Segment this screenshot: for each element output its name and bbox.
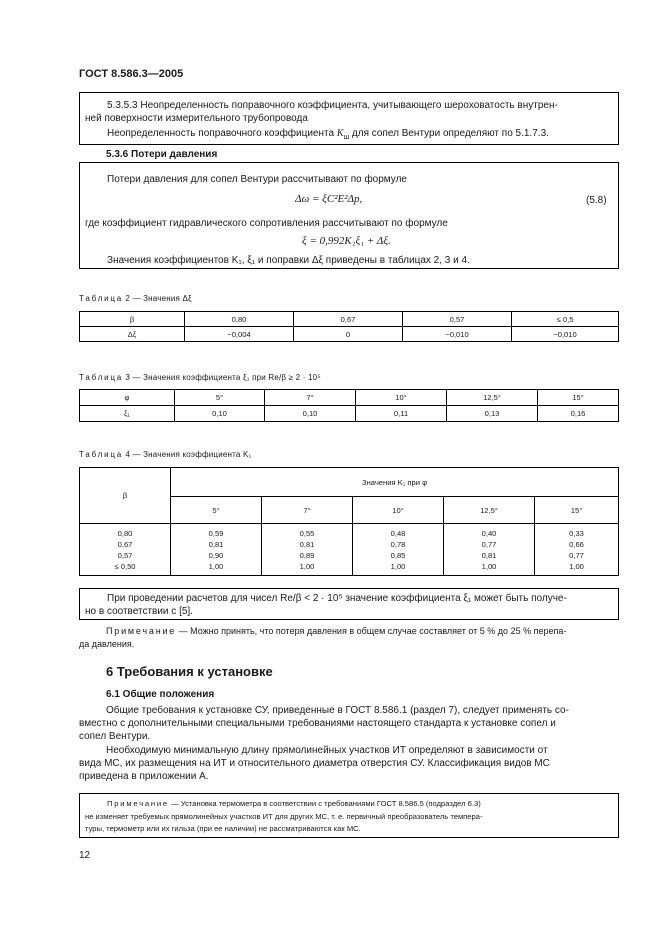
table2-cell: 0,57 — [403, 312, 512, 327]
s536-where: где коэффициент гидравлического сопротивления рассчитывают по формуле — [85, 218, 448, 229]
table3-cell: 7° — [265, 390, 356, 406]
table4-header-row — [80, 468, 619, 497]
table4-beta-header: β — [80, 468, 171, 524]
calc-note-line2: но в соответствии с [5]. — [85, 606, 193, 617]
note2-line2: не изменяет требуемых прямолинейных участков ИТ для других МС, т. е. первичный преобразователь темпера- — [85, 812, 483, 821]
table2-cell: −0,004 — [185, 327, 294, 342]
table3-cell: 0,10 — [175, 406, 265, 422]
table2-cell: 0,67 — [294, 312, 403, 327]
note2-box — [79, 793, 619, 838]
table4-caption: Таблица 4 — Значения коэффициента K₁ — [79, 450, 252, 459]
table2-cell: ≤ 0,5 — [512, 312, 619, 327]
table4-angle: 10° — [353, 497, 444, 524]
table3-cell: ξ₁ — [80, 406, 175, 422]
calc-note-line1: При проведении расчетов для чисел Re/β < 2 · 10⁵ значение коэффициента ξ₁ может быть получе- — [107, 593, 567, 604]
s61-p1-line3: сопел Вентури. — [79, 731, 151, 742]
table2-cell: −0,010 — [403, 327, 512, 342]
section-5-3-6-box — [79, 162, 619, 269]
s536-values-text: Значения коэффициентов K₁, ξ₁ и поправки Δξ приведены в таблицах 2, 3 и 4. — [107, 255, 470, 266]
s61-p1-line1: Общие требования к установке СУ, приведенные в ГОСТ 8.586.1 (раздел 7), следует применять со- — [106, 705, 569, 716]
s5353-line2: ней поверхности измерительного трубопровода — [85, 113, 308, 124]
calc-note-box — [79, 588, 619, 620]
table2-row-beta — [80, 312, 619, 327]
note1-line1: Примечание — Можно принять, что потеря давления в общем случае составляет от 5 % до 25 % перепа- — [106, 626, 567, 636]
note2-line1: Примечание — Установка термометра в соответствии с требованиями ГОСТ 8.586.5 (подраздел 6.3) — [107, 799, 481, 808]
table3 — [79, 389, 619, 422]
section-6-title: 6 Требования к установке — [106, 664, 273, 679]
section-6-1-title: 6.1 Общие положения — [106, 689, 215, 700]
table4-beta-values: 0,80 0,67 0,57 ≤ 0,50 — [80, 524, 171, 576]
section-5-3-5-3-box — [79, 92, 619, 145]
s5353-line1: 5.3.5.3 Неопределенность поправочного коэффициента, учитывающего шероховатость внутрен- — [107, 100, 558, 111]
table2-cell: 0 — [294, 327, 403, 342]
table2-cell: −0,010 — [512, 327, 619, 342]
table3-cell: 0,10 — [265, 406, 356, 422]
table4-col: 0,59 0,81 0,90 1,00 — [171, 524, 262, 576]
table4-angle: 5° — [171, 497, 262, 524]
table3-row-phi — [80, 390, 619, 406]
formula-5-8: Δω = ξC²E²Δp, — [295, 193, 363, 205]
s61-p2-line1: Необходимую минимальную длину прямолинейных участков ИТ определяют в зависимости от — [106, 745, 548, 756]
document-header: ГОСТ 8.586.3—2005 — [79, 68, 184, 80]
table4-group-header: Значения K₁ при φ — [171, 468, 619, 497]
s536-intro: Потери давления для сопел Вентури рассчитывают по формуле — [107, 174, 407, 185]
table3-cell: 12,5° — [447, 390, 538, 406]
table3-cell: 10° — [356, 390, 447, 406]
formula-5-8-number: (5.8) — [586, 195, 607, 206]
table4 — [79, 467, 619, 576]
table3-cell: 5° — [175, 390, 265, 406]
table2-caption: Таблица 2 — Значения Δξ — [79, 294, 192, 303]
table2-cell: Δξ — [80, 327, 185, 342]
table4-col: 0,55 0,81 0,89 1,00 — [262, 524, 353, 576]
table4-values-row — [80, 524, 619, 576]
s61-p1-line2: вместно с дополнительными специальными требованиями настоящего стандарта к установке сопел и — [79, 718, 556, 729]
page-number: 12 — [79, 850, 91, 861]
table3-cell: φ — [80, 390, 175, 406]
table2-row-dxi — [80, 327, 619, 342]
table3-row-xi1 — [80, 406, 619, 422]
s5353-line3: Неопределенность поправочного коэффициента $K_ш$ для сопел Вентури определяют по 5.1.7.3. — [107, 128, 549, 141]
table3-cell: 0,13 — [447, 406, 538, 422]
table4-angle: 12,5° — [444, 497, 535, 524]
table4-col: 0,33 0,66 0,77 1,00 — [535, 524, 619, 576]
table3-cell: 15° — [538, 390, 619, 406]
note2-line3: туры, термометр или их гильза (при ее наличии) не рассматриваются как МС. — [85, 824, 361, 833]
formula-xi: ξ = 0,992K₁ξ₁ + Δξ. — [302, 235, 391, 247]
section-5-3-6-title: 5.3.6 Потери давления — [106, 149, 218, 160]
table3-cell: 0,11 — [356, 406, 447, 422]
table2-cell: β — [80, 312, 185, 327]
table4-angle: 7° — [262, 497, 353, 524]
table4-col: 0,48 0,78 0,85 1,00 — [353, 524, 444, 576]
table2-cell: 0,80 — [185, 312, 294, 327]
table3-caption: Таблица 3 — Значения коэффициента ξ₁ при Re/β ≥ 2 · 10⁵ — [79, 373, 321, 382]
table4-angle: 15° — [535, 497, 619, 524]
s61-p2-line3: приведена в приложении А. — [79, 771, 209, 782]
table3-cell: 0,16 — [538, 406, 619, 422]
table4-col: 0,40 0,77 0,81 1,00 — [444, 524, 535, 576]
table2 — [79, 311, 619, 342]
s61-p2-line2: вида МС, их размещения на ИТ и относительного диаметра отверстия СУ. Классификация видов МС — [79, 758, 550, 769]
note1-line2: да давления. — [79, 639, 135, 649]
